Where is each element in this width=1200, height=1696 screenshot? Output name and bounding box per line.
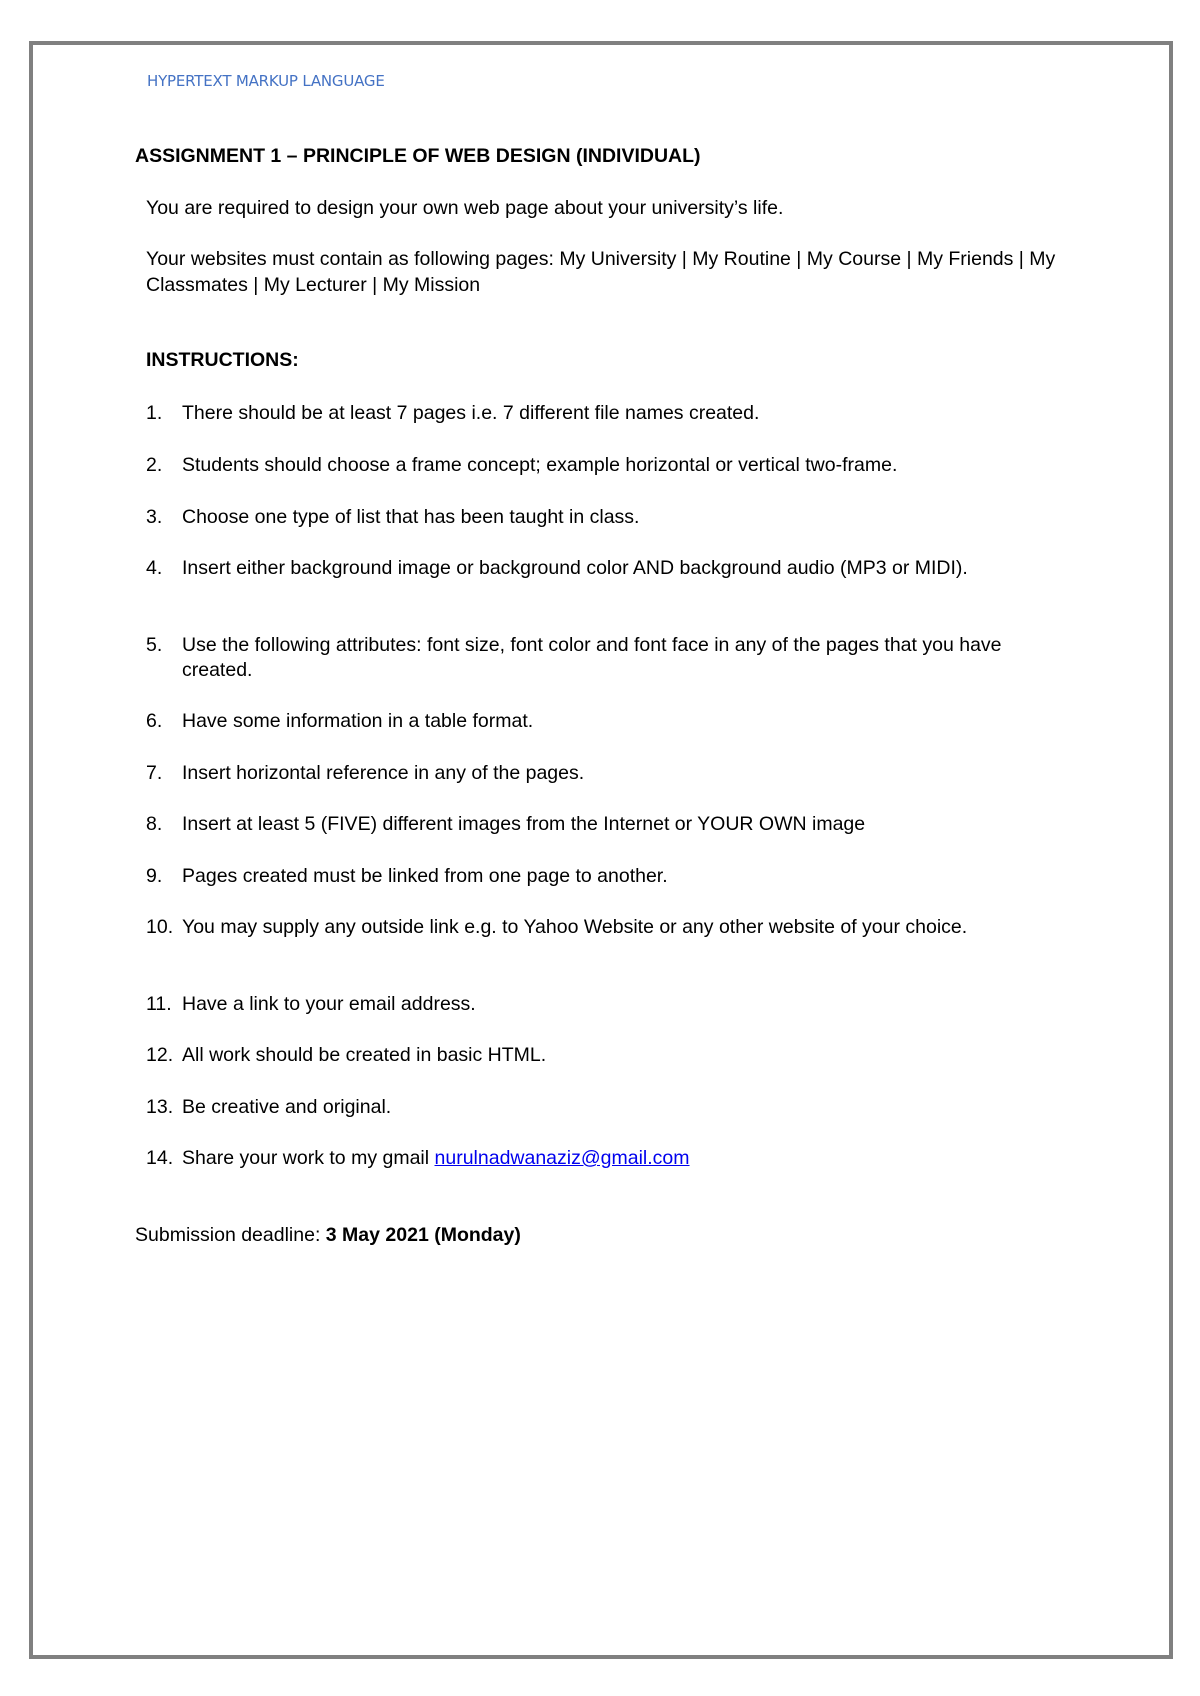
instruction-text: Insert horizontal reference in any of the pages. (182, 762, 585, 784)
instruction-number: 6. (146, 710, 163, 732)
instruction-text (182, 1146, 1026, 1171)
instruction-number: 12. (146, 1044, 174, 1066)
instruction-item (146, 992, 1026, 1017)
instructions-heading: INSTRUCTIONS: (146, 349, 299, 371)
deadline-date: 3 May 2021 (Monday) (325, 1224, 521, 1246)
instruction-item (146, 812, 1026, 837)
submission-deadline (135, 1224, 521, 1247)
instruction-text: All work should be created in basic HTML. (182, 1044, 547, 1066)
instruction-item (146, 709, 1026, 734)
instruction-item (146, 761, 1026, 786)
instruction-number: 5. (146, 634, 163, 656)
instruction-item (146, 453, 1026, 478)
instruction-text: Use the following attributes: font size, font color and font face in any of the pages that you have created. (182, 634, 1002, 681)
instruction-number: 7. (146, 762, 163, 784)
instruction-number: 4. (146, 557, 163, 579)
instruction-item (146, 915, 1026, 940)
instruction-text: Have a link to your email address. (182, 993, 476, 1015)
instruction-text: Pages created must be linked from one page to another. (182, 865, 668, 887)
instruction-text: Have some information in a table format. (182, 710, 534, 732)
instruction-number: 11. (146, 993, 172, 1015)
assignment-title: ASSIGNMENT 1 – PRINCIPLE OF WEB DESIGN (INDIVIDUAL) (135, 145, 701, 167)
instruction-item (146, 556, 1046, 581)
instruction-number: 3. (146, 506, 163, 528)
instruction-text: Be creative and original. (182, 1096, 392, 1118)
document-header: HYPERTEXT MARKUP LANGUAGE (147, 72, 385, 90)
email-link[interactable]: nurulnadwanaziz@gmail.com (434, 1147, 690, 1169)
instruction-number: 14. (146, 1147, 174, 1169)
instruction-number: 8. (146, 813, 163, 835)
instruction-number: 2. (146, 454, 163, 476)
instruction-item (146, 505, 1026, 530)
instruction-text: Students should choose a frame concept; example horizontal or vertical two-frame. (182, 454, 898, 476)
instruction-item (146, 864, 1026, 889)
instruction-text: Insert either background image or background color AND background audio (MP3 or MIDI). (182, 557, 968, 579)
instruction-item (146, 401, 1026, 426)
instruction-text: You may supply any outside link e.g. to Yahoo Website or any other website of your choice. (182, 916, 968, 938)
intro-paragraph: You are required to design your own web page about your university’s life. (146, 197, 784, 219)
instruction-text: Choose one type of list that has been taught in class. (182, 506, 640, 528)
instruction-text: Insert at least 5 (FIVE) different images from the Internet or YOUR OWN image (182, 813, 866, 835)
instruction-item (146, 633, 1006, 683)
instruction-text-prefix: Share your work to my gmail (182, 1147, 435, 1169)
required-pages-paragraph: Your websites must contain as following pages: My University | My Routine | My Course | My Friends | My Classmates | My Lecturer | My Mission (146, 248, 1056, 296)
instruction-number: 9. (146, 865, 163, 887)
instruction-item (146, 1146, 1026, 1171)
instruction-item (146, 1095, 1026, 1120)
instruction-number: 13. (146, 1096, 174, 1118)
deadline-label: Submission deadline: (135, 1224, 326, 1246)
instruction-number: 1. (146, 402, 163, 424)
instruction-item (146, 1043, 1026, 1068)
instruction-number: 10. (146, 916, 174, 938)
instruction-text: There should be at least 7 pages i.e. 7 different file names created. (182, 402, 760, 424)
